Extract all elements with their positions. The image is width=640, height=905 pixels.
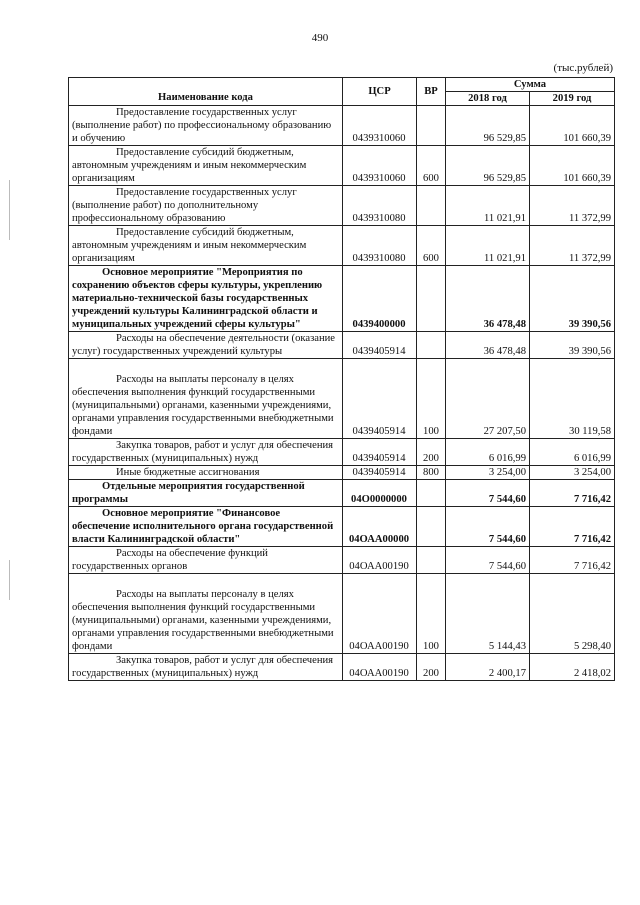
table-row (69, 439, 615, 466)
row-2019: 39 390,56 (530, 332, 615, 359)
row-code: 0439310080 (343, 186, 417, 226)
table-row (69, 106, 615, 146)
table-row (69, 466, 615, 480)
table-row (69, 146, 615, 186)
row-2019: 7 716,42 (530, 547, 615, 574)
budget-table (68, 77, 615, 681)
row-2018: 27 207,50 (446, 359, 530, 439)
row-2018: 2 400,17 (446, 654, 530, 681)
row-2019: 3 254,00 (530, 466, 615, 480)
row-vr: 200 (417, 439, 446, 466)
row-name: Расходы на обеспечение функций государственных органов (69, 547, 343, 574)
row-name: Закупка товаров, работ и услуг для обеспечения государственных (муниципальных) нужд (69, 439, 343, 466)
table-row (69, 480, 615, 507)
row-2018: 5 144,43 (446, 574, 530, 654)
row-2018: 7 544,60 (446, 507, 530, 547)
row-name: Основное мероприятие "Финансовое обеспечение исполнительного органа государственной власти Калининградской области" (69, 507, 343, 547)
row-name: Предоставление государственных услуг (выполнение работ) по дополнительному профессиональному образованию (69, 186, 343, 226)
header-2019: 2019 год (530, 92, 615, 106)
row-code: 0439405914 (343, 439, 417, 466)
row-2018: 36 478,48 (446, 332, 530, 359)
row-name: Предоставление субсидий бюджетным, автономным учреждениям и иным некоммерческим организациям (69, 226, 343, 266)
row-name: Отдельные мероприятия государственной программы (69, 480, 343, 507)
row-code: 0439405914 (343, 466, 417, 480)
row-vr: 200 (417, 654, 446, 681)
row-2018: 11 021,91 (446, 226, 530, 266)
row-vr (417, 547, 446, 574)
row-vr (417, 106, 446, 146)
units-label: (тыс.рублей) (553, 62, 613, 74)
table-row (69, 266, 615, 332)
row-code: 0439310060 (343, 146, 417, 186)
row-2019: 7 716,42 (530, 507, 615, 547)
header-sum: Сумма (446, 78, 615, 92)
row-2019: 101 660,39 (530, 106, 615, 146)
row-code: 0439405914 (343, 359, 417, 439)
row-2019: 2 418,02 (530, 654, 615, 681)
row-2019: 11 372,99 (530, 186, 615, 226)
row-code: 04ОАА00000 (343, 507, 417, 547)
row-2019: 39 390,56 (530, 266, 615, 332)
scan-mark (9, 560, 10, 600)
row-code: 0439400000 (343, 266, 417, 332)
row-vr (417, 266, 446, 332)
row-vr (417, 480, 446, 507)
header-vr: ВР (417, 78, 446, 106)
table-row (69, 574, 615, 654)
row-vr: 600 (417, 146, 446, 186)
row-vr: 800 (417, 466, 446, 480)
row-name: Иные бюджетные ассигнования (69, 466, 343, 480)
row-name: Предоставление государственных услуг (выполнение работ) по профессиональному образованию и обучению (69, 106, 343, 146)
scan-mark (9, 180, 10, 240)
row-2018: 7 544,60 (446, 480, 530, 507)
header-name: Наименование кода (69, 78, 343, 106)
row-2018: 3 254,00 (446, 466, 530, 480)
row-name: Основное мероприятие "Мероприятия по сохранению объектов сферы культуры, укреплению материально-технической базы государственных учреждений культуры Калининградской области и муниципальных учреждений сферы культуры" (69, 266, 343, 332)
row-code: 04ОАА00190 (343, 654, 417, 681)
row-code: 04ОАА00190 (343, 547, 417, 574)
table-row (69, 507, 615, 547)
row-code: 04ОАА00190 (343, 574, 417, 654)
row-code: 0439310080 (343, 226, 417, 266)
table-row (69, 226, 615, 266)
table-row (69, 359, 615, 439)
row-name: Расходы на выплаты персоналу в целях обеспечения выполнения функций государственными (муниципальными) органами, казенными учреждениями, органами управления государственными внебюджетными фондами (69, 574, 343, 654)
row-name: Предоставление субсидий бюджетным, автономным учреждениям и иным некоммерческим организациям (69, 146, 343, 186)
row-2018: 7 544,60 (446, 547, 530, 574)
table-row (69, 332, 615, 359)
row-vr (417, 186, 446, 226)
row-name: Расходы на обеспечение деятельности (оказание услуг) государственных учреждений культуры (69, 332, 343, 359)
row-2018: 96 529,85 (446, 146, 530, 186)
row-name: Расходы на выплаты персоналу в целях обеспечения выполнения функций государственными (муниципальными) органами, казенными учреждениями, органами управления государственными внебюджетными фондами (69, 359, 343, 439)
row-2019: 7 716,42 (530, 480, 615, 507)
table-row (69, 654, 615, 681)
header-code: ЦСР (343, 78, 417, 106)
header-row-top (69, 78, 615, 92)
table-row (69, 547, 615, 574)
row-name: Закупка товаров, работ и услуг для обеспечения государственных (муниципальных) нужд (69, 654, 343, 681)
row-2018: 6 016,99 (446, 439, 530, 466)
row-2018: 11 021,91 (446, 186, 530, 226)
row-vr (417, 507, 446, 547)
row-vr: 100 (417, 574, 446, 654)
row-code: 04О0000000 (343, 480, 417, 507)
row-vr: 100 (417, 359, 446, 439)
row-2018: 36 478,48 (446, 266, 530, 332)
row-2019: 6 016,99 (530, 439, 615, 466)
row-vr (417, 332, 446, 359)
row-2019: 101 660,39 (530, 146, 615, 186)
table-row (69, 186, 615, 226)
row-2019: 11 372,99 (530, 226, 615, 266)
page-number: 490 (311, 32, 329, 44)
header-2018: 2018 год (446, 92, 530, 106)
row-2019: 30 119,58 (530, 359, 615, 439)
row-code: 0439310060 (343, 106, 417, 146)
row-vr: 600 (417, 226, 446, 266)
row-2018: 96 529,85 (446, 106, 530, 146)
row-code: 0439405914 (343, 332, 417, 359)
row-2019: 5 298,40 (530, 574, 615, 654)
